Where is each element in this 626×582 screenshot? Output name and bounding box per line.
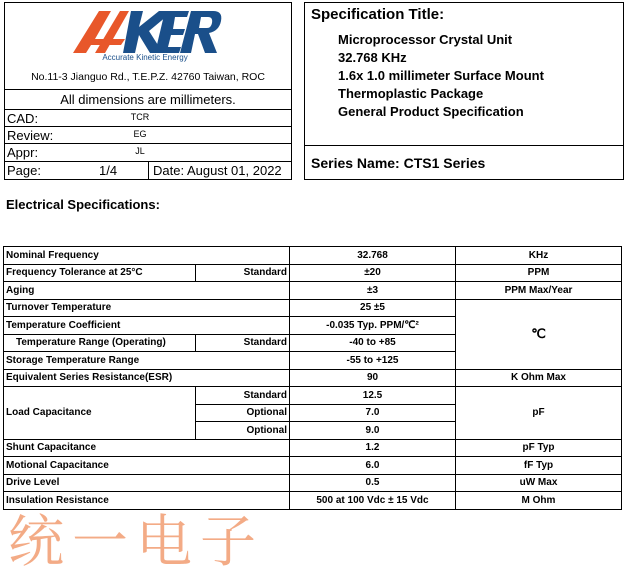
param-label: Temperature Range (Operating) (4, 334, 196, 352)
table-row (4, 457, 622, 475)
param-condition: Standard (196, 334, 290, 352)
param-condition: Standard (196, 387, 290, 405)
param-value: -40 to +85 (290, 334, 456, 352)
table-row (4, 299, 622, 317)
param-label: Insulation Resistance (4, 492, 290, 510)
spec-title-label: Specification Title: (311, 6, 445, 23)
param-condition: Optional (196, 422, 290, 440)
param-unit: KHz (456, 247, 622, 265)
param-unit: uW Max (456, 474, 622, 492)
company-info-box (4, 2, 292, 180)
param-value: 500 at 100 Vdc ± 15 Vdc (290, 492, 456, 510)
watermark: 统一电子 (8, 510, 264, 575)
dimensions-note: All dimensions are millimeters. (5, 89, 291, 110)
param-label: Shunt Capacitance (4, 439, 290, 457)
review-value: EG (133, 129, 147, 139)
table-row (4, 282, 622, 300)
page-label: Page: (7, 163, 41, 178)
param-label: Load Capacitance (4, 387, 196, 440)
param-value: ±20 (290, 264, 456, 282)
review-label: Review: (7, 128, 54, 143)
specification-title-box (304, 2, 624, 180)
appr-row (5, 143, 291, 161)
spec-title-lines (338, 31, 544, 121)
param-value: ±3 (290, 282, 456, 300)
param-label: Aging (4, 282, 290, 300)
series-name: Series Name: CTS1 Series (305, 145, 623, 179)
param-label: Motional Capacitance (4, 457, 290, 475)
table-row (4, 387, 622, 405)
param-value: 0.5 (290, 474, 456, 492)
param-label: Drive Level (4, 474, 290, 492)
param-value: 6.0 (290, 457, 456, 475)
param-label: Temperature Coefficient (4, 317, 290, 335)
spec-line: 1.6x 1.0 millimeter Surface Mount (338, 68, 544, 83)
cad-row (5, 109, 291, 127)
electrical-spec-table (3, 246, 622, 510)
logo-tagline: Accurate Kinetic Energy (102, 53, 188, 62)
table-row (4, 247, 622, 265)
appr-label: Appr: (7, 145, 39, 160)
param-value: -0.035 Typ. PPM/℃² (290, 317, 456, 335)
param-label: Turnover Temperature (4, 299, 290, 317)
param-condition: Optional (196, 404, 290, 422)
spec-line: 32.768 KHz (338, 50, 407, 65)
section-title: Electrical Specifications: (6, 197, 160, 212)
table-row (4, 369, 622, 387)
param-value: 32.768 (290, 247, 456, 265)
param-value: 12.5 (290, 387, 456, 405)
company-address: No.11-3 Jianguo Rd., T.E.P.Z. 42760 Taiwan, ROC (31, 71, 265, 83)
param-unit: PPM (456, 264, 622, 282)
table-row (4, 439, 622, 457)
param-unit: pF (456, 387, 622, 440)
spec-line: Thermoplastic Package (338, 86, 484, 101)
param-value: -55 to +125 (290, 352, 456, 370)
param-unit: K Ohm Max (456, 369, 622, 387)
document-date: Date: August 01, 2022 (148, 162, 282, 180)
param-label: Frequency Tolerance at 25°C (4, 264, 196, 282)
spec-line: General Product Specification (338, 104, 524, 119)
table-row (4, 474, 622, 492)
param-label: Storage Temperature Range (4, 352, 290, 370)
param-value: 1.2 (290, 439, 456, 457)
temperature-unit: ℃ (456, 299, 622, 369)
param-condition: Standard (196, 264, 290, 282)
table-row (4, 264, 622, 282)
document-header (4, 2, 622, 180)
param-label: Nominal Frequency (4, 247, 290, 265)
page-row (5, 161, 291, 180)
appr-value: JL (135, 146, 145, 156)
review-row (5, 126, 291, 144)
param-unit: M Ohm (456, 492, 622, 510)
param-unit: fF Typ (456, 457, 622, 475)
page-number: 1/4 (99, 163, 118, 178)
param-value: 25 ±5 (290, 299, 456, 317)
param-value: 9.0 (290, 422, 456, 440)
param-unit: pF Typ (456, 439, 622, 457)
param-unit: PPM Max/Year (456, 282, 622, 300)
aker-logo-graphic (65, 9, 225, 55)
cad-label: CAD: (7, 111, 39, 126)
param-value: 7.0 (290, 404, 456, 422)
cad-value: TCR (130, 112, 150, 122)
param-value: 90 (290, 369, 456, 387)
param-label: Equivalent Series Resistance(ESR) (4, 369, 290, 387)
spec-line: Microprocessor Crystal Unit (338, 32, 513, 47)
